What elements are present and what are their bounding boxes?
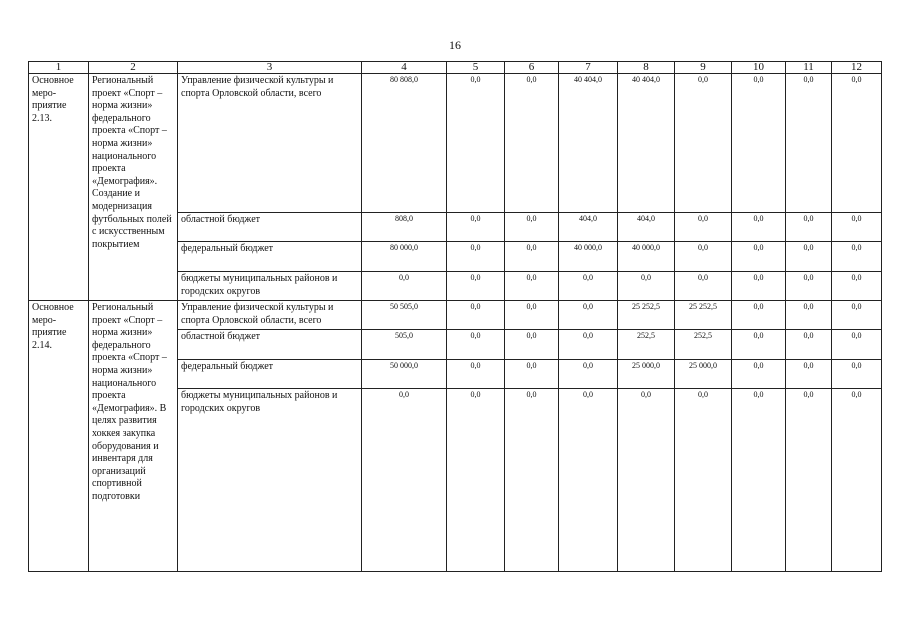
value-cell: 0,0	[675, 272, 732, 301]
column-header: 7	[559, 62, 618, 74]
column-header: 10	[732, 62, 786, 74]
value-cell: 0,0	[786, 272, 832, 301]
value-cell: 0,0	[732, 360, 786, 389]
value-cell: 252,5	[675, 330, 732, 360]
value-cell: 0,0	[447, 301, 505, 330]
column-header: 5	[447, 62, 505, 74]
funding-source: областной бюджет	[178, 330, 362, 360]
value-cell: 50 505,0	[362, 301, 447, 330]
value-cell: 0,0	[786, 213, 832, 242]
column-header: 11	[786, 62, 832, 74]
value-cell: 0,0	[505, 389, 559, 572]
value-cell: 80 000,0	[362, 242, 447, 272]
value-cell: 404,0	[618, 213, 675, 242]
funding-source: Управление физической культуры и спорта Орловской области, всего	[178, 301, 362, 330]
value-cell: 0,0	[505, 272, 559, 301]
value-cell: 0,0	[832, 213, 882, 242]
value-cell: 25 252,5	[618, 301, 675, 330]
value-cell: 0,0	[675, 242, 732, 272]
value-cell: 0,0	[559, 330, 618, 360]
event-number: Основное меро-приятие 2.13.	[29, 74, 89, 301]
value-cell: 404,0	[559, 213, 618, 242]
value-cell: 0,0	[675, 213, 732, 242]
value-cell: 0,0	[505, 360, 559, 389]
value-cell: 252,5	[618, 330, 675, 360]
column-header: 8	[618, 62, 675, 74]
value-cell: 0,0	[786, 330, 832, 360]
value-cell: 0,0	[786, 389, 832, 572]
value-cell: 0,0	[618, 272, 675, 301]
value-cell: 0,0	[559, 301, 618, 330]
value-cell: 0,0	[786, 360, 832, 389]
value-cell: 0,0	[447, 330, 505, 360]
column-header: 1	[29, 62, 89, 74]
value-cell: 25 252,5	[675, 301, 732, 330]
value-cell: 0,0	[786, 242, 832, 272]
column-header: 2	[89, 62, 178, 74]
value-cell: 0,0	[447, 272, 505, 301]
value-cell: 25 000,0	[675, 360, 732, 389]
funding-source: федеральный бюджет	[178, 242, 362, 272]
value-cell: 0,0	[505, 301, 559, 330]
value-cell: 0,0	[732, 389, 786, 572]
value-cell: 40 404,0	[618, 74, 675, 213]
column-header: 9	[675, 62, 732, 74]
table-row	[29, 74, 882, 213]
value-cell: 0,0	[832, 360, 882, 389]
funding-source: бюджеты муниципальных районов и городских округов	[178, 389, 362, 572]
value-cell: 0,0	[362, 272, 447, 301]
value-cell: 0,0	[505, 242, 559, 272]
column-header: 12	[832, 62, 882, 74]
value-cell: 0,0	[675, 389, 732, 572]
value-cell: 808,0	[362, 213, 447, 242]
value-cell: 0,0	[447, 242, 505, 272]
value-cell: 40 404,0	[559, 74, 618, 213]
budget-table	[28, 61, 882, 572]
value-cell: 0,0	[732, 330, 786, 360]
funding-source: бюджеты муниципальных районов и городских округов	[178, 272, 362, 301]
table-row	[29, 301, 882, 330]
value-cell: 50 000,0	[362, 360, 447, 389]
funding-source: областной бюджет	[178, 213, 362, 242]
value-cell: 0,0	[559, 389, 618, 572]
funding-source: федеральный бюджет	[178, 360, 362, 389]
value-cell: 0,0	[559, 360, 618, 389]
value-cell: 0,0	[832, 74, 882, 213]
value-cell: 40 000,0	[559, 242, 618, 272]
value-cell: 0,0	[732, 242, 786, 272]
event-description: Региональный проект «Спорт – норма жизни» федерального проекта «Спорт – норма жизни» национального проекта «Демография». В целях развития хоккея закупка оборудования и инвентаря для организаций спортивной подготовки	[89, 301, 178, 572]
value-cell: 40 000,0	[618, 242, 675, 272]
value-cell: 80 808,0	[362, 74, 447, 213]
value-cell: 0,0	[832, 301, 882, 330]
value-cell: 0,0	[732, 213, 786, 242]
value-cell: 0,0	[505, 213, 559, 242]
value-cell: 0,0	[447, 74, 505, 213]
event-number: Основное меро-приятие 2.14.	[29, 301, 89, 572]
value-cell: 0,0	[447, 213, 505, 242]
value-cell: 0,0	[832, 389, 882, 572]
value-cell: 0,0	[675, 74, 732, 213]
value-cell: 505,0	[362, 330, 447, 360]
header-row	[29, 62, 882, 74]
value-cell: 0,0	[447, 360, 505, 389]
value-cell: 0,0	[832, 242, 882, 272]
funding-source: Управление физической культуры и спорта Орловской области, всего	[178, 74, 362, 213]
event-description: Региональный проект «Спорт – норма жизни» федерального проекта «Спорт – норма жизни» национального проекта «Демография». Создание и модернизация футбольных полей с искусственным покрытием	[89, 74, 178, 301]
value-cell: 0,0	[447, 389, 505, 572]
page-number: 16	[449, 38, 461, 52]
column-header: 6	[505, 62, 559, 74]
value-cell: 0,0	[786, 301, 832, 330]
value-cell: 0,0	[618, 389, 675, 572]
value-cell: 0,0	[832, 272, 882, 301]
value-cell: 0,0	[559, 272, 618, 301]
value-cell: 0,0	[362, 389, 447, 572]
value-cell: 25 000,0	[618, 360, 675, 389]
value-cell: 0,0	[732, 301, 786, 330]
value-cell: 0,0	[505, 74, 559, 213]
value-cell: 0,0	[732, 272, 786, 301]
column-header: 3	[178, 62, 362, 74]
value-cell: 0,0	[732, 74, 786, 213]
value-cell: 0,0	[505, 330, 559, 360]
value-cell: 0,0	[832, 330, 882, 360]
column-header: 4	[362, 62, 447, 74]
value-cell: 0,0	[786, 74, 832, 213]
